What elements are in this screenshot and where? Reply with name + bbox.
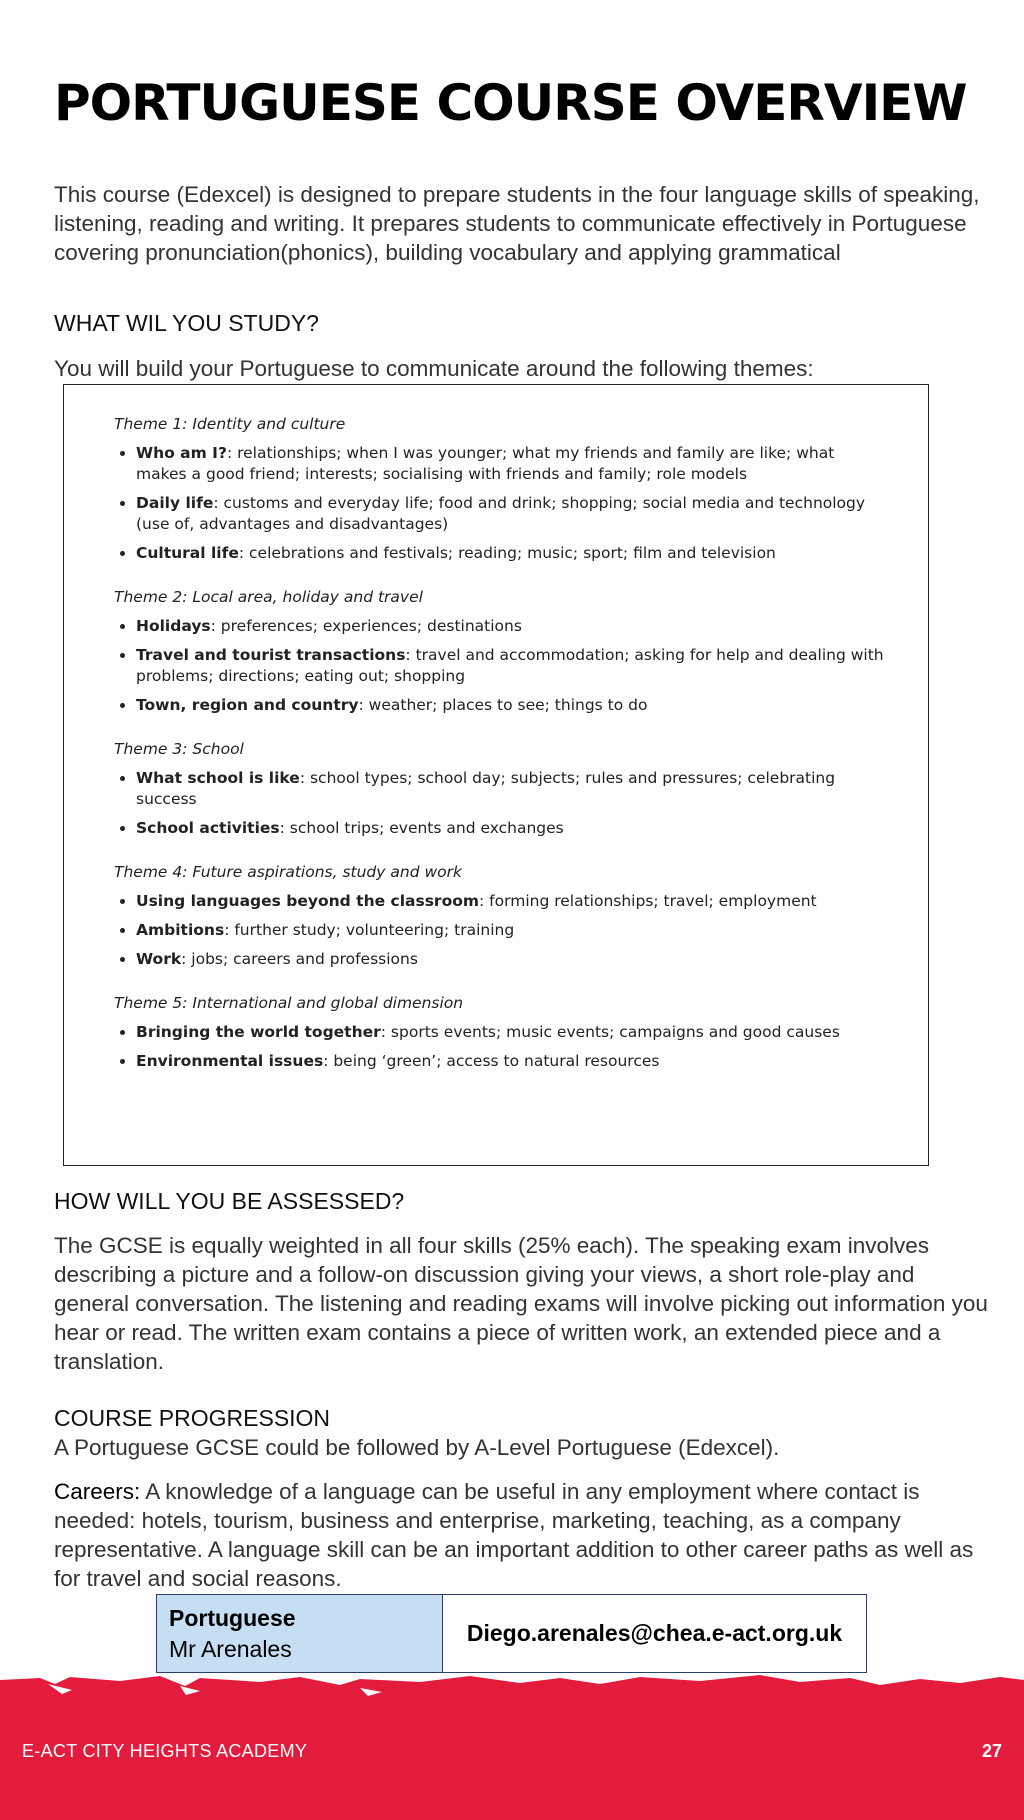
theme-block [114,994,888,1072]
theme-item-text: : sports events; music events; campaigns and good causes [380,1023,840,1041]
assessment-heading: HOW WILL YOU BE ASSESSED? [54,1188,405,1214]
careers-paragraph [54,1477,989,1593]
theme-item [136,695,888,716]
theme-item-topic: What school is like [136,769,300,787]
contact-subject-cell [157,1595,443,1672]
theme-item [136,645,888,687]
theme-item-topic: Holidays [136,617,211,635]
theme-item [136,818,888,839]
theme-item-topic: Who am I? [136,444,227,462]
theme-item-text: : customs and everyday life; food and drink; shopping; social media and technology (use of, advantages and disadvantages) [136,494,866,533]
progression-paragraph: A Portuguese GCSE could be followed by A-Level Portuguese (Edexcel). [54,1435,780,1460]
theme-block [114,740,888,839]
theme-list [114,616,888,716]
theme-item-topic: Environmental issues [136,1052,324,1070]
contact-table [156,1594,867,1673]
theme-item-text: : further study; volunteering; training [224,921,515,939]
theme-item-topic: Town, region and country [136,696,359,714]
theme-item-text: : jobs; careers and professions [181,950,418,968]
theme-item [136,1051,888,1072]
theme-list [114,768,888,839]
theme-title: Theme 2: Local area, holiday and travel [114,588,423,606]
theme-item [136,949,888,970]
theme-block [114,588,888,716]
contact-subject: Portuguese [169,1605,296,1631]
theme-item-topic: Ambitions [136,921,225,939]
page-number: 27 [981,1741,1002,1761]
theme-item-topic: Travel and tourist transactions [136,646,406,664]
theme-item-text: : celebrations and festivals; reading; music; sport; film and television [238,544,776,562]
theme-item [136,768,888,810]
progression-heading: COURSE PROGRESSION [54,1405,331,1431]
theme-item-text: : preferences; experiences; destinations [210,617,522,635]
theme-item [136,443,888,485]
theme-list [114,891,888,970]
theme-item-topic: School activities [136,819,280,837]
theme-item [136,493,888,535]
footer-org-name: E-ACT CITY HEIGHTS ACADEMY [22,1741,308,1761]
theme-item-topic: Work [136,950,182,968]
theme-item-text: : travel and accommodation; asking for help and dealing with problems; directions; eating out; shopping [136,646,884,685]
page-title: PORTUGUESE COURSE OVERVIEW [54,74,967,132]
theme-item [136,891,888,912]
theme-block [114,415,888,564]
intro-paragraph: This course (Edexcel) is designed to prepare students in the four language skills of speaking, listening, reading and writing. It prepares students to communicate effectively in Portuguese covering pronunciation(phonics), building vocabulary and applying grammatical [54,182,980,265]
theme-block [114,863,888,970]
contact-teacher: Mr Arenales [169,1636,292,1662]
theme-list [114,1022,888,1072]
theme-item-topic: Cultural life [136,544,239,562]
theme-item [136,920,888,941]
theme-title: Theme 1: Identity and culture [114,415,346,433]
theme-item [136,616,888,637]
theme-title: Theme 5: International and global dimension [114,994,464,1012]
theme-title: Theme 3: School [114,740,244,758]
theme-item-topic: Using languages beyond the classroom [136,892,480,910]
theme-title: Theme 4: Future aspirations, study and work [114,863,462,881]
assessment-paragraph: The GCSE is equally weighted in all four skills (25% each). The speaking exam involves describing a picture and a follow-on discussion giving your views, a short role-play and general conversation. The listening and reading exams will involve picking out information you hear or read. The written exam contains a piece of written work, an extended piece and a translation. [54,1233,988,1374]
theme-item-topic: Bringing the world together [136,1023,381,1041]
careers-label: Careers: [54,1479,141,1504]
study-heading: WHAT WIL YOU STUDY? [54,310,319,336]
contact-email-cell [443,1595,866,1672]
theme-item-text: : school types; school day; subjects; rules and pressures; celebrating success [136,769,836,808]
theme-item-text: : forming relationships; travel; employment [479,892,817,910]
theme-item-text: : school trips; events and exchanges [279,819,564,837]
study-lead: You will build your Portuguese to communicate around the following themes: [54,356,814,381]
theme-item [136,1022,888,1043]
careers-text: A knowledge of a language can be useful in any employment where contact is needed: hotels, tourism, business and enterprise, marketing, teaching, as a company representative. A language skill can be an important addition to other career paths as well as for travel and social reasons. [54,1479,974,1591]
theme-item [136,543,888,564]
theme-item-text: : relationships; when I was younger; what my friends and family are like; what makes a good friend; interests; socialising with friends and family; role models [136,444,835,483]
theme-list [114,443,888,564]
theme-item-topic: Daily life [136,494,214,512]
theme-item-text: : being ‘green’; access to natural resources [323,1052,660,1070]
contact-email[interactable]: Diego.arenales@chea.e-act.org.uk [466,1620,843,1646]
theme-item-text: : weather; places to see; things to do [358,696,648,714]
themes-box [63,384,929,1166]
